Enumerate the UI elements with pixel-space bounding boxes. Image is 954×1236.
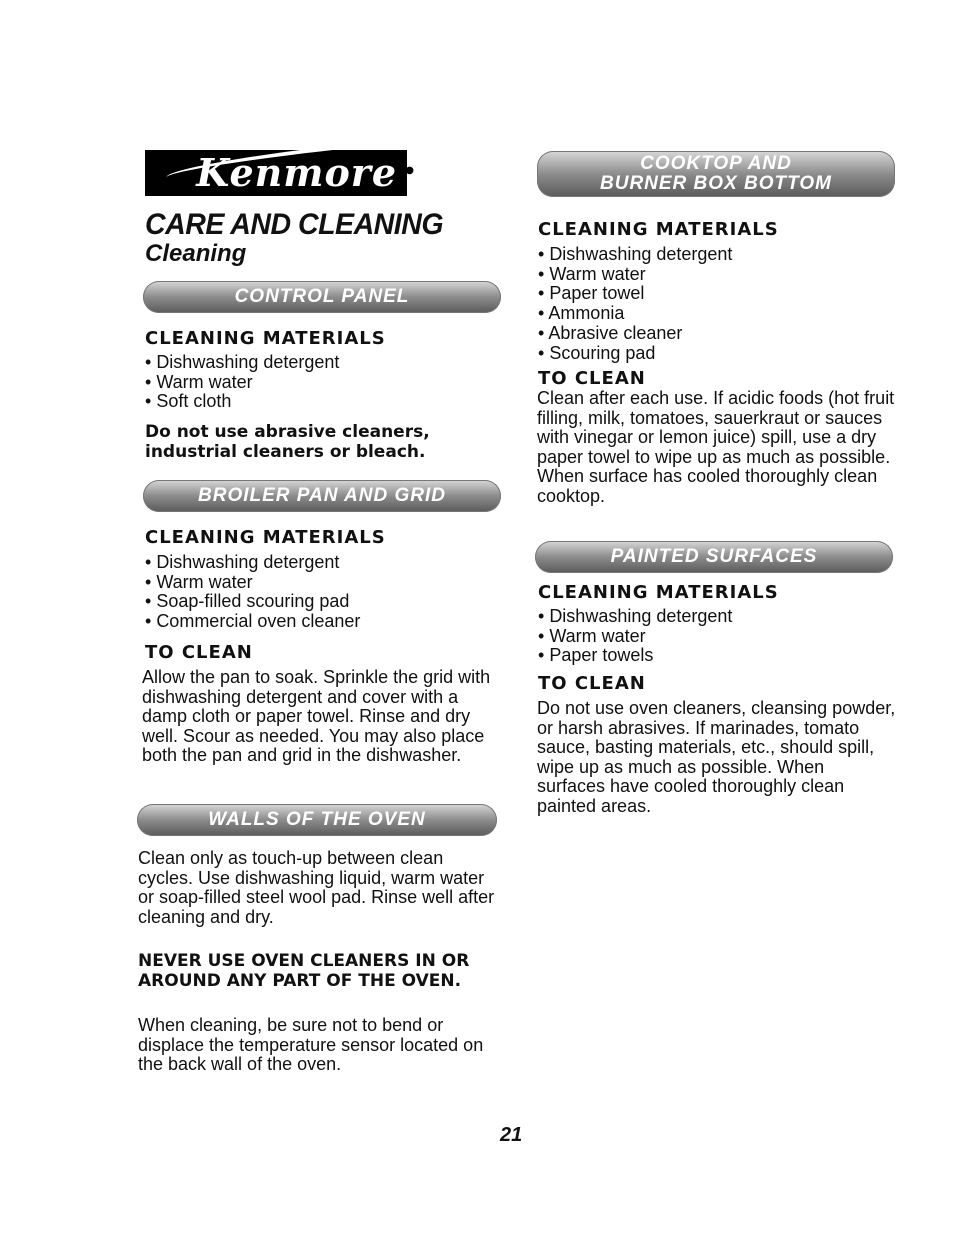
walls-warning: NEVER USE OVEN CLEANERS IN OR AROUND ANY PART OF THE OVEN. [138, 951, 470, 991]
logo-trademark-dot: ● [405, 165, 415, 176]
list-item: • Warm water [538, 265, 732, 285]
cooktop-banner-line2: BURNER BOX BOTTOM [600, 173, 832, 194]
cooktop-materials-heading: CLEANING MATERIALS [538, 219, 779, 240]
walls-banner: WALLS OF THE OVEN [137, 804, 497, 836]
kenmore-logo [145, 150, 415, 196]
cooktop-banner [537, 151, 895, 197]
list-item: • Paper towels [538, 646, 732, 666]
control-panel-materials-heading: CLEANING MATERIALS [145, 328, 386, 349]
list-item: • Scouring pad [538, 344, 732, 364]
control-panel-materials-list [145, 353, 339, 412]
control-panel-banner: CONTROL PANEL [143, 281, 501, 313]
painted-clean-text: Do not use oven cleaners, cleansing powder, or harsh abrasives. If marinades, tomato sauce, basting materials, etc., should spill, wipe up as much as possible. When surfaces have cooled thoroughly clean painted areas. [537, 698, 896, 816]
broiler-materials-heading: CLEANING MATERIALS [145, 527, 386, 548]
list-item: • Soft cloth [145, 392, 339, 412]
list-item: • Abrasive cleaner [538, 324, 732, 344]
list-item: • Warm water [145, 573, 360, 593]
list-item: • Dishwashing detergent [145, 353, 339, 373]
page-number: 21 [500, 1124, 523, 1146]
page-subtitle: Cleaning [145, 240, 247, 267]
list-item: • Paper towel [538, 284, 732, 304]
list-item: • Dishwashing detergent [145, 553, 360, 573]
broiler-clean-text: Allow the pan to soak. Sprinkle the grid with dishwashing detergent and cover with a damp cloth or paper towel. Rinse and dry well. Scour as needed. You may also place both the pan and grid in the dishwasher. [142, 667, 491, 766]
logo-text: Kenmore [196, 150, 397, 195]
painted-banner: PAINTED SURFACES [535, 541, 893, 573]
control-panel-warning: Do not use abrasive cleaners, industrial cleaners or bleach. [145, 422, 430, 462]
list-item: • Warm water [538, 627, 732, 647]
list-item: • Dishwashing detergent [538, 245, 732, 265]
painted-materials-list [538, 607, 732, 666]
cooktop-clean-heading: TO CLEAN [538, 368, 646, 389]
walls-text-2: When cleaning, be sure not to bend or displace the temperature sensor located on the back wall of the oven. [138, 1015, 484, 1075]
cooktop-banner-line1: COOKTOP AND [640, 153, 792, 174]
painted-materials-heading: CLEANING MATERIALS [538, 582, 779, 603]
walls-text: Clean only as touch-up between clean cycles. Use dishwashing liquid, warm water or soap-filled steel wool pad. Rinse well after cleaning and dry. [138, 848, 495, 927]
list-item: • Warm water [145, 373, 339, 393]
cooktop-materials-list [538, 245, 732, 363]
cooktop-clean-text: Clean after each use. If acidic foods (hot fruit filling, milk, tomatoes, sauerkraut or sauces with vinegar or lemon juice) spill, use a dry paper towel to wipe up as much as possible. When surface has cooled thoroughly clean cooktop. [537, 388, 895, 506]
page-title: CARE AND CLEANING [145, 208, 444, 241]
broiler-materials-list [145, 553, 360, 632]
list-item: • Dishwashing detergent [538, 607, 732, 627]
painted-clean-heading: TO CLEAN [538, 673, 646, 694]
list-item: • Soap-filled scouring pad [145, 592, 360, 612]
list-item: • Commercial oven cleaner [145, 612, 360, 632]
broiler-clean-heading: TO CLEAN [145, 642, 253, 663]
list-item: • Ammonia [538, 304, 732, 324]
broiler-banner: BROILER PAN AND GRID [143, 480, 501, 512]
